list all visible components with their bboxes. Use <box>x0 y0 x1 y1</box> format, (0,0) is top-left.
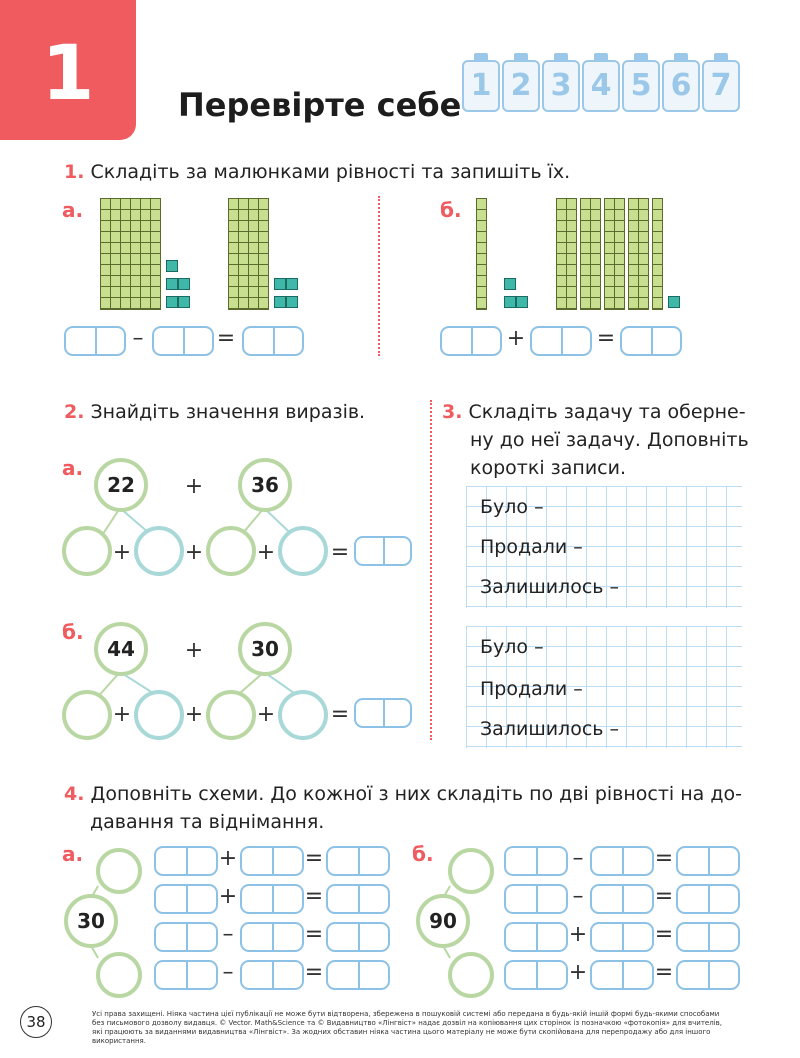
task3-line2: ну до неї задачу. Доповніть <box>470 429 749 451</box>
base-ten-blocks-picture-b <box>476 198 696 312</box>
answer-box[interactable] <box>504 846 568 876</box>
answer-box[interactable] <box>154 960 218 990</box>
number-circle: 30 <box>238 622 292 676</box>
answer-box[interactable] <box>326 922 390 952</box>
record-row-label: Було – <box>480 636 544 658</box>
task1-instruction <box>64 158 570 186</box>
answer-box[interactable] <box>620 326 682 356</box>
operation-sign: – <box>572 846 584 871</box>
answer-circle[interactable] <box>448 952 494 998</box>
equals-sign: = <box>216 326 236 351</box>
answer-box[interactable] <box>590 846 654 876</box>
answer-box[interactable] <box>676 922 740 952</box>
plus-sign: + <box>112 540 132 565</box>
answer-circle[interactable] <box>62 690 112 740</box>
number-circle: 36 <box>238 458 292 512</box>
answer-circle[interactable] <box>134 526 184 576</box>
answer-box[interactable] <box>676 884 740 914</box>
divider <box>378 196 380 356</box>
answer-box[interactable] <box>242 326 304 356</box>
task3-line1: Складіть задачу та оберне- <box>468 401 746 423</box>
answer-circle[interactable] <box>448 848 494 894</box>
equals-sign: = <box>654 960 674 985</box>
task4-a-label: а. <box>62 842 84 866</box>
answer-box[interactable] <box>240 960 304 990</box>
record-row-label: Продали – <box>480 678 583 700</box>
minus-sign: – <box>132 326 144 351</box>
level-tube-2: 2 <box>502 60 540 112</box>
level-tube-5: 5 <box>622 60 660 112</box>
number-circle: 44 <box>94 622 148 676</box>
equals-sign: = <box>304 846 324 871</box>
task2-text: Знайдіть значення виразів. <box>90 401 366 423</box>
task3-line3: короткі записи. <box>470 457 626 479</box>
answer-box[interactable] <box>590 922 654 952</box>
operation-sign: – <box>222 960 234 985</box>
answer-box[interactable] <box>240 884 304 914</box>
plus-sign: + <box>506 326 526 351</box>
level-tube-3: 3 <box>542 60 580 112</box>
answer-box[interactable] <box>240 922 304 952</box>
unit-number: 1 <box>41 28 95 117</box>
answer-box[interactable] <box>326 960 390 990</box>
task2-a-label: а. <box>62 456 84 480</box>
level-tube-4: 4 <box>582 60 620 112</box>
answer-box[interactable] <box>590 960 654 990</box>
task4-line2: давання та віднімання. <box>90 811 325 833</box>
answer-circle[interactable] <box>278 526 328 576</box>
plus-sign: + <box>184 540 204 565</box>
answer-box[interactable] <box>504 960 568 990</box>
plus-sign: + <box>184 638 204 663</box>
answer-box[interactable] <box>354 698 412 728</box>
answer-box[interactable] <box>504 922 568 952</box>
answer-box[interactable] <box>354 536 412 566</box>
equals-sign: = <box>596 326 616 351</box>
equals-sign: = <box>330 540 350 565</box>
answer-box[interactable] <box>240 846 304 876</box>
task3-number: 3. <box>442 401 463 423</box>
answer-circle[interactable] <box>206 526 256 576</box>
answer-box[interactable] <box>504 884 568 914</box>
operation-sign: + <box>568 922 588 947</box>
record-row-label: Залишилось – <box>480 576 620 598</box>
answer-box[interactable] <box>590 884 654 914</box>
task1-number: 1. <box>64 161 85 183</box>
record-row-label: Було – <box>480 496 544 518</box>
answer-box[interactable] <box>152 326 214 356</box>
task1-text: Складіть за малюнками рівності та запишіть їх. <box>90 161 571 183</box>
answer-box[interactable] <box>154 846 218 876</box>
base-ten-blocks-picture-a <box>100 198 350 312</box>
operation-sign: – <box>572 884 584 909</box>
operation-sign: + <box>568 960 588 985</box>
answer-box[interactable] <box>154 922 218 952</box>
operation-sign: + <box>218 846 238 871</box>
task4-instruction <box>64 780 764 836</box>
answer-circle[interactable] <box>96 952 142 998</box>
level-tube-7: 7 <box>702 60 740 112</box>
answer-box[interactable] <box>326 846 390 876</box>
record-row-label: Продали – <box>480 536 583 558</box>
plus-sign: + <box>256 702 276 727</box>
copyright-notice: Усі права захищені. Ніяка частина цієї публікації не може бути відтворена, збережена в пошуковій системі або передана в будь-якій іншій формі будь-якими способами без письмового дозволу видавця. © Vector. Math&Science та © Видавництво «Лінгвіст» надає дозвіл на копіювання цих сторінок із позначкою «фотокопія» для вчителів, які працюють за виданнями видавництва «Лінгвіст». За жодних обставин ніяка частина цього матеріалу не може бути скопійована для перепродажу або для іншого використання. <box>92 1010 722 1045</box>
task2-instruction <box>64 398 365 426</box>
equals-sign: = <box>330 702 350 727</box>
page-number: 38 <box>20 1006 52 1038</box>
task2-number: 2. <box>64 401 85 423</box>
page-title: Перевірте себе <box>178 86 462 124</box>
answer-box[interactable] <box>326 884 390 914</box>
answer-box[interactable] <box>440 326 502 356</box>
task3-instruction <box>442 398 762 482</box>
answer-circle[interactable] <box>62 526 112 576</box>
answer-box[interactable] <box>154 884 218 914</box>
task4-b-label: б. <box>412 842 434 866</box>
operation-sign: – <box>222 922 234 947</box>
plus-sign: + <box>256 540 276 565</box>
plus-sign: + <box>184 474 204 499</box>
answer-box[interactable] <box>530 326 592 356</box>
task4-number: 4. <box>64 783 85 805</box>
task1-b-label: б. <box>440 198 462 222</box>
task2-b-label: б. <box>62 620 84 644</box>
equals-sign: = <box>304 960 324 985</box>
answer-circle[interactable] <box>134 690 184 740</box>
answer-box[interactable] <box>676 960 740 990</box>
answer-box[interactable] <box>64 326 126 356</box>
answer-circle[interactable] <box>206 690 256 740</box>
equals-sign: = <box>654 884 674 909</box>
divider <box>430 400 432 740</box>
equals-sign: = <box>304 884 324 909</box>
operation-sign: + <box>218 884 238 909</box>
number-circle: 90 <box>416 894 470 948</box>
task1-a-label: а. <box>62 198 84 222</box>
equals-sign: = <box>654 922 674 947</box>
level-tube-6: 6 <box>662 60 700 112</box>
task4-line1: Доповніть схеми. До кожної з них складіть по дві рівності на до- <box>90 783 742 805</box>
answer-circle[interactable] <box>96 848 142 894</box>
plus-sign: + <box>184 702 204 727</box>
plus-sign: + <box>112 702 132 727</box>
answer-box[interactable] <box>676 846 740 876</box>
record-row-label: Залишилось – <box>480 718 620 740</box>
number-circle: 22 <box>94 458 148 512</box>
equals-sign: = <box>304 922 324 947</box>
number-circle: 30 <box>64 894 118 948</box>
level-tube-1: 1 <box>462 60 500 112</box>
equals-sign: = <box>654 846 674 871</box>
answer-circle[interactable] <box>278 690 328 740</box>
